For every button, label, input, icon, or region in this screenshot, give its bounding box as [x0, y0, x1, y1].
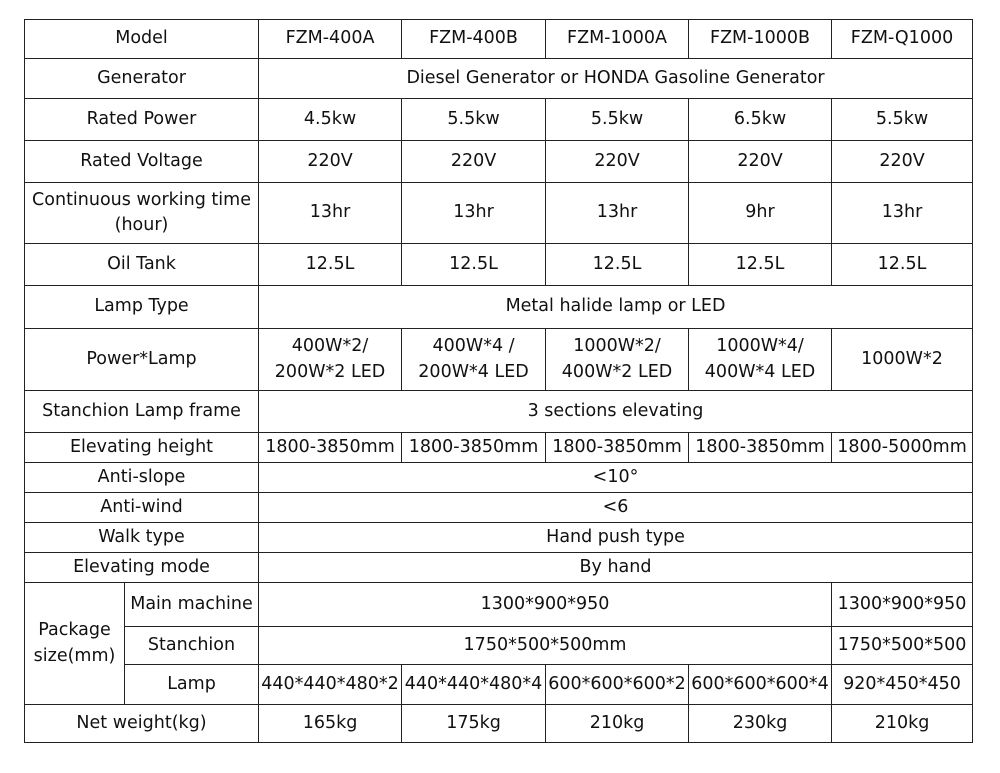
- rated-power-cell: 5.5kw: [546, 99, 689, 141]
- row-rated-power: [25, 99, 973, 141]
- stanchion-value-q: 1750*500*500: [832, 627, 973, 665]
- row-power-lamp: [25, 329, 973, 391]
- rated-voltage-cell: 220V: [689, 141, 832, 183]
- power-lamp-cell: 400W*2/ 200W*2 LED: [259, 329, 402, 391]
- main-machine-value: 1300*900*950: [259, 583, 832, 627]
- package-size-label: Package size(mm): [25, 583, 125, 705]
- working-time-cell: 9hr: [689, 183, 832, 244]
- row-elevating-mode: [25, 553, 973, 583]
- rated-power-cell: 5.5kw: [402, 99, 546, 141]
- rated-voltage-cell: 220V: [259, 141, 402, 183]
- rated-power-cell: 6.5kw: [689, 99, 832, 141]
- row-label: Rated Voltage: [25, 141, 259, 183]
- stanchion-value: 1750*500*500mm: [259, 627, 832, 665]
- stanchion-frame-value: 3 sections elevating: [259, 391, 973, 433]
- model-cell: FZM-1000A: [546, 20, 689, 59]
- power-lamp-cell: 1000W*4/ 400W*4 LED: [689, 329, 832, 391]
- oil-tank-cell: 12.5L: [689, 244, 832, 286]
- row-elevating-height: [25, 433, 973, 463]
- power-lamp-cell: 1000W*2/ 400W*2 LED: [546, 329, 689, 391]
- package-lamp-cell: 920*450*450: [832, 665, 973, 705]
- rated-power-cell: 4.5kw: [259, 99, 402, 141]
- row-label: Anti-slope: [25, 463, 259, 493]
- row-label: Anti-wind: [25, 493, 259, 523]
- row-anti-wind: [25, 493, 973, 523]
- net-weight-cell: 165kg: [259, 705, 402, 743]
- row-working-time: [25, 183, 973, 244]
- package-sub-label: Main machine: [125, 583, 259, 627]
- package-lamp-cell: 440*440*480*4: [402, 665, 546, 705]
- generator-value: Diesel Generator or HONDA Gasoline Generator: [259, 59, 973, 99]
- spec-table: [24, 19, 973, 743]
- main-machine-value-q: 1300*900*950: [832, 583, 973, 627]
- model-cell: FZM-1000B: [689, 20, 832, 59]
- net-weight-cell: 210kg: [546, 705, 689, 743]
- row-label: Elevating height: [25, 433, 259, 463]
- oil-tank-cell: 12.5L: [259, 244, 402, 286]
- row-label: Continuous working time (hour): [25, 183, 259, 244]
- row-label: Walk type: [25, 523, 259, 553]
- working-time-cell: 13hr: [259, 183, 402, 244]
- row-generator: [25, 59, 973, 99]
- net-weight-cell: 230kg: [689, 705, 832, 743]
- package-lamp-cell: 600*600*600*2: [546, 665, 689, 705]
- rated-voltage-cell: 220V: [832, 141, 973, 183]
- net-weight-cell: 175kg: [402, 705, 546, 743]
- row-model: [25, 20, 973, 59]
- rated-voltage-cell: 220V: [402, 141, 546, 183]
- rated-voltage-cell: 220V: [546, 141, 689, 183]
- row-label: Stanchion Lamp frame: [25, 391, 259, 433]
- elevating-mode-value: By hand: [259, 553, 973, 583]
- elevating-height-cell: 1800-3850mm: [689, 433, 832, 463]
- row-label: Oil Tank: [25, 244, 259, 286]
- model-cell: FZM-400A: [259, 20, 402, 59]
- elevating-height-cell: 1800-3850mm: [259, 433, 402, 463]
- package-lamp-cell: 440*440*480*2: [259, 665, 402, 705]
- row-lamp-type: [25, 286, 973, 329]
- anti-wind-value: <6: [259, 493, 973, 523]
- model-cell: FZM-Q1000: [832, 20, 973, 59]
- row-rated-voltage: [25, 141, 973, 183]
- elevating-height-cell: 1800-3850mm: [402, 433, 546, 463]
- package-sub-label: Lamp: [125, 665, 259, 705]
- row-label: Model: [25, 20, 259, 59]
- row-net-weight: [25, 705, 973, 743]
- oil-tank-cell: 12.5L: [402, 244, 546, 286]
- row-anti-slope: [25, 463, 973, 493]
- net-weight-cell: 210kg: [832, 705, 973, 743]
- row-label: Generator: [25, 59, 259, 99]
- power-lamp-cell: 400W*4 / 200W*4 LED: [402, 329, 546, 391]
- elevating-height-cell: 1800-5000mm: [832, 433, 973, 463]
- row-label: Lamp Type: [25, 286, 259, 329]
- row-label: Power*Lamp: [25, 329, 259, 391]
- row-package-lamp: [25, 665, 973, 705]
- oil-tank-cell: 12.5L: [832, 244, 973, 286]
- row-package-stanchion: [25, 627, 973, 665]
- working-time-cell: 13hr: [402, 183, 546, 244]
- rated-power-cell: 5.5kw: [832, 99, 973, 141]
- row-label: Net weight(kg): [25, 705, 259, 743]
- working-time-cell: 13hr: [546, 183, 689, 244]
- working-time-cell: 13hr: [832, 183, 973, 244]
- row-oil-tank: [25, 244, 973, 286]
- row-label: Rated Power: [25, 99, 259, 141]
- row-package-main-machine: [25, 583, 973, 627]
- power-lamp-cell: 1000W*2: [832, 329, 973, 391]
- model-cell: FZM-400B: [402, 20, 546, 59]
- walk-type-value: Hand push type: [259, 523, 973, 553]
- anti-slope-value: <10°: [259, 463, 973, 493]
- row-label: Elevating mode: [25, 553, 259, 583]
- row-walk-type: [25, 523, 973, 553]
- lamp-type-value: Metal halide lamp or LED: [259, 286, 973, 329]
- oil-tank-cell: 12.5L: [546, 244, 689, 286]
- package-lamp-cell: 600*600*600*4: [689, 665, 832, 705]
- row-stanchion-frame: [25, 391, 973, 433]
- package-sub-label: Stanchion: [125, 627, 259, 665]
- elevating-height-cell: 1800-3850mm: [546, 433, 689, 463]
